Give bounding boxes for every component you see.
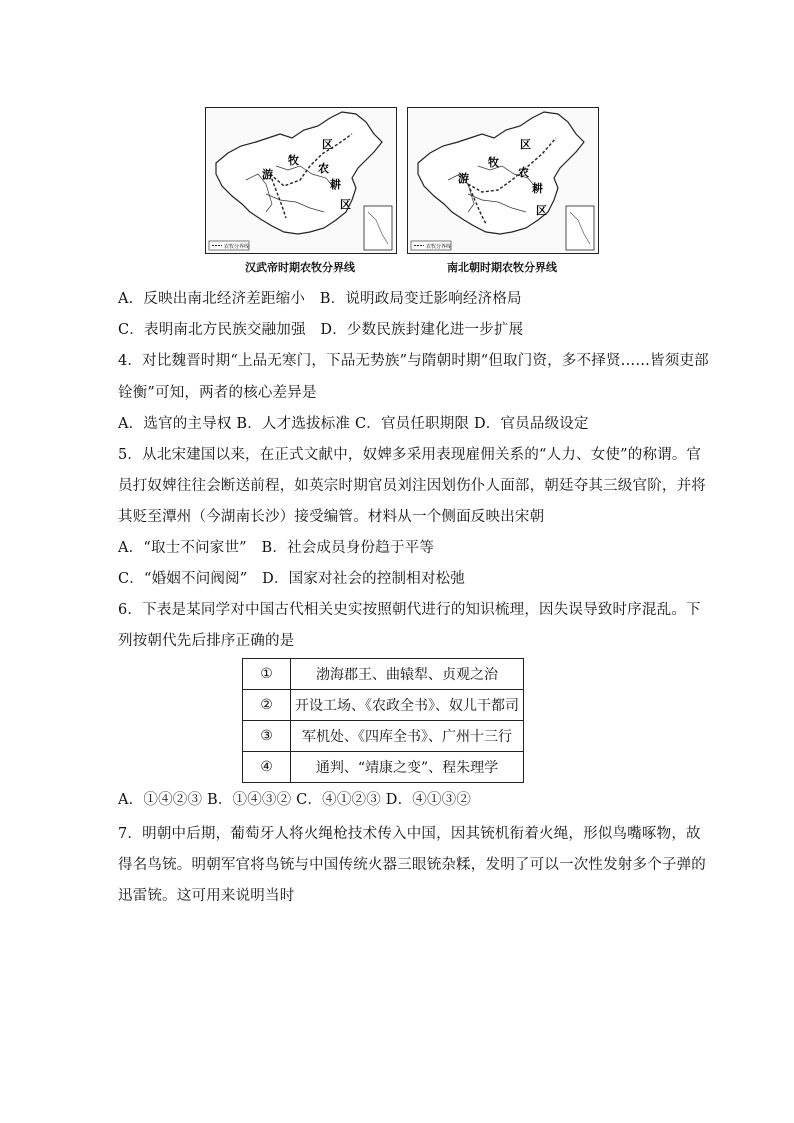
q5-stem-line3: 其贬至潭州（今湖南长沙）接受编管。材料从一个侧面反映出宋朝 bbox=[118, 509, 545, 525]
china-map-outline-left bbox=[206, 108, 396, 253]
table-row bbox=[243, 659, 524, 690]
q5-stem-line2: 员打奴婢往往会断送前程，如英宗时期官员刘注因划伤仆人面部，朝廷夺其三级官阶，并将 bbox=[118, 478, 706, 494]
row-content: 军机处、《四库全书》、广州十三行 bbox=[291, 721, 524, 752]
svg-text:农: 农 bbox=[318, 162, 329, 175]
table-row bbox=[243, 690, 524, 721]
q6-knowledge-table bbox=[242, 658, 524, 783]
svg-text:牧: 牧 bbox=[488, 156, 499, 169]
svg-text:区: 区 bbox=[536, 204, 547, 217]
q6-options: A．①④②③ B．①④③② C．④①②③ D．④①③② bbox=[118, 792, 472, 808]
q5-options-ab: A．“取士不问家世” B．社会成员身份趋于平等 bbox=[118, 540, 435, 556]
q4-stem-line2: 铨衡”可知，两者的核心差异是 bbox=[118, 385, 317, 401]
svg-text:耕: 耕 bbox=[330, 178, 341, 191]
svg-text:农牧分界线: 农牧分界线 bbox=[426, 244, 452, 250]
han-map-caption: 汉武帝时期农牧分界线 bbox=[245, 261, 355, 274]
q3-options-cd: C．表明南北方民族交融加强 D．少数民族封建化进一步扩展 bbox=[118, 322, 524, 338]
row-number: ③ bbox=[243, 721, 291, 752]
row-number: ② bbox=[243, 690, 291, 721]
svg-text:区: 区 bbox=[340, 198, 351, 211]
row-number: ① bbox=[243, 659, 291, 690]
han-map bbox=[205, 107, 397, 254]
q4-stem-line1: 4．对比魏晋时期“上品无寒门，下品无势族”与隋朝时期“但取门资，多不择贤……皆须吏部 bbox=[118, 353, 709, 369]
svg-text:牧: 牧 bbox=[288, 154, 299, 167]
q6-stem-line1: 6．下表是某同学对中国古代相关史实按照朝代进行的知识梳理，因失误导致时序混乱。下 bbox=[118, 602, 701, 618]
q4-options: A．选官的主导权 B．人才选拔标准 C．官员任职期限 D．官员品级设定 bbox=[118, 416, 589, 432]
q6-stem-line2: 列按朝代先后排序正确的是 bbox=[118, 633, 295, 649]
nanbeichao-map bbox=[407, 107, 599, 254]
q7-stem-line1: 7．明朝中后期，葡萄牙人将火绳枪技术传入中国，因其铳机衔着火绳，形似鸟嘴啄物，故 bbox=[118, 826, 701, 842]
row-content: 开设工场、《农政全书》、奴儿干都司 bbox=[291, 690, 524, 721]
nanbeichao-map-caption: 南北朝时期农牧分界线 bbox=[447, 261, 557, 274]
q7-stem-line2: 得名鸟铳。明朝军官将鸟铳与中国传统火器三眼铳杂糅，发明了可以一次性发射多个子弹的 bbox=[118, 857, 706, 873]
q3-options-ab: A．反映出南北经济差距缩小 B．说明政局变迁影响经济格局 bbox=[118, 291, 522, 307]
q7-stem-line3: 迅雷铳。这可用来说明当时 bbox=[118, 888, 295, 904]
china-map-outline-right bbox=[408, 108, 598, 253]
q5-options-cd: C．“婚姻不问阀阅” D．国家对社会的控制相对松弛 bbox=[118, 571, 466, 587]
svg-text:游: 游 bbox=[262, 168, 273, 181]
q5-stem-line1: 5．从北宋建国以来，在正式文献中，奴婢多采用表现雇佣关系的“人力、女使”的称谓。官 bbox=[118, 447, 702, 463]
svg-text:农: 农 bbox=[518, 166, 529, 179]
row-content: 通判、“靖康之变”、程朱理学 bbox=[291, 752, 524, 783]
svg-text:游: 游 bbox=[458, 172, 469, 185]
svg-text:区: 区 bbox=[520, 138, 531, 151]
row-content: 渤海郡王、曲辕犁、贞观之治 bbox=[291, 659, 524, 690]
table-row bbox=[243, 752, 524, 783]
svg-text:耕: 耕 bbox=[532, 182, 543, 195]
svg-text:农牧分界线: 农牧分界线 bbox=[224, 244, 250, 250]
svg-text:区: 区 bbox=[322, 138, 333, 151]
table-row bbox=[243, 721, 524, 752]
maps-figure bbox=[205, 107, 595, 283]
row-number: ④ bbox=[243, 752, 291, 783]
